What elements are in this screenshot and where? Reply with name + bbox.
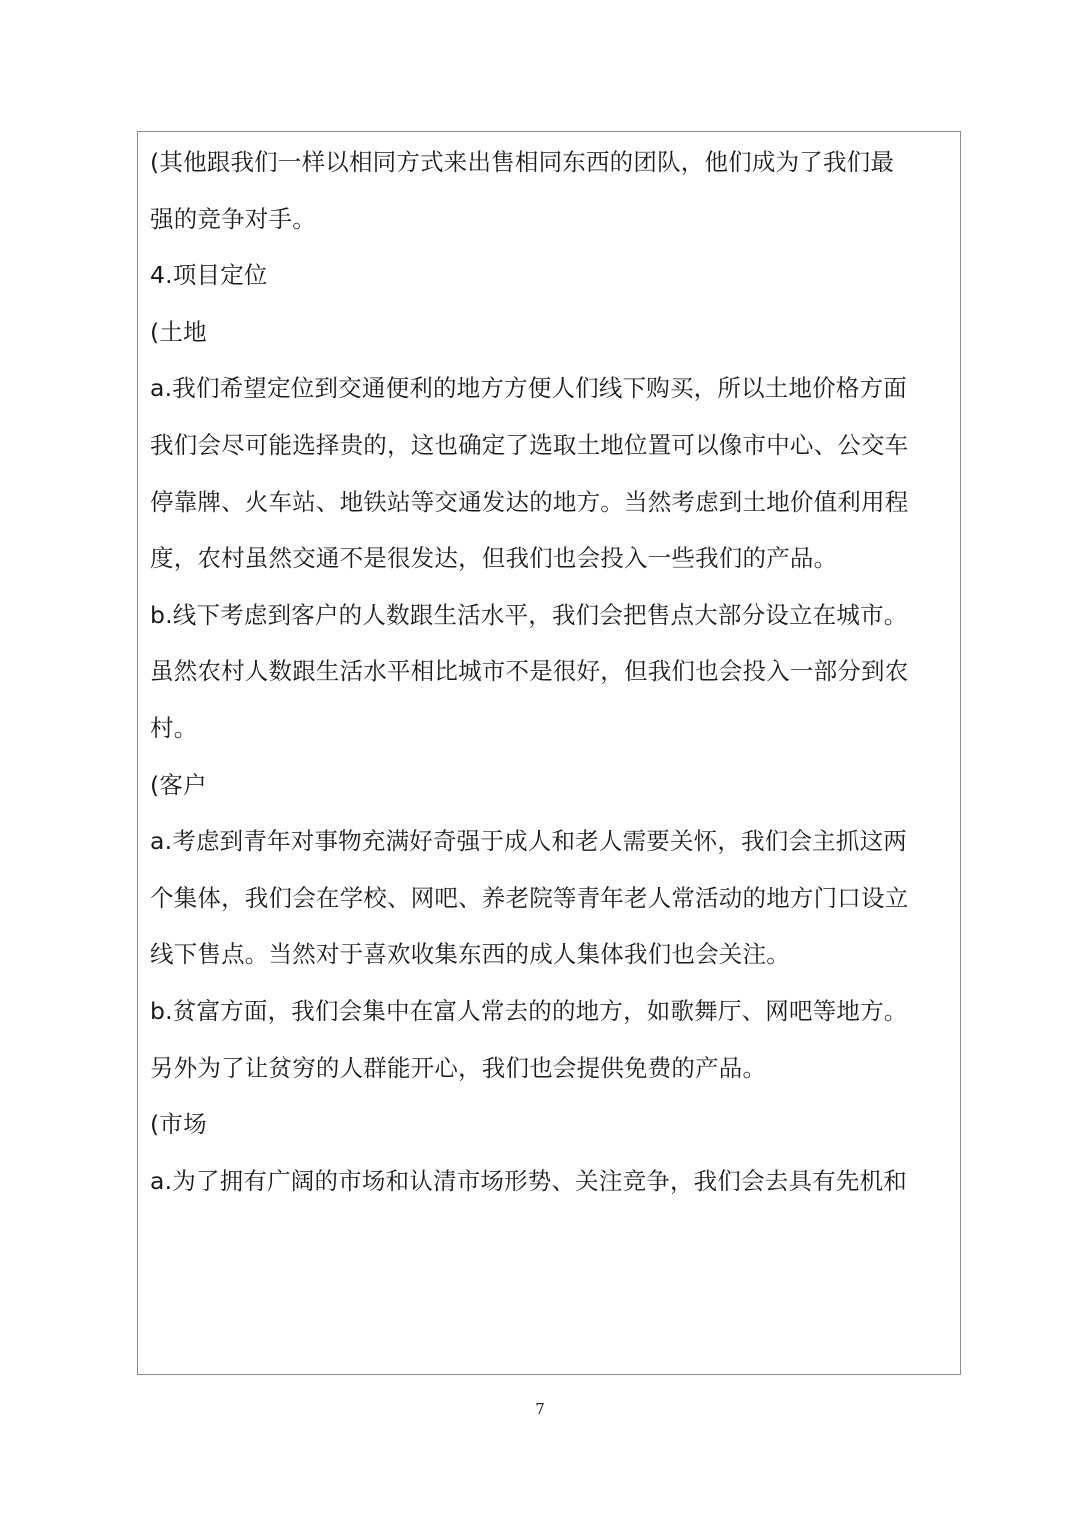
text-line: 村。 (150, 713, 198, 742)
text-line: 度，农村虽然交通不是很发达，但我们也会投入一些我们的产品。 (150, 544, 838, 573)
text-line: b.线下考虑到客户的人数跟生活水平，我们会把售点大部分设立在城市。 (150, 600, 908, 629)
body-text (150, 146, 955, 1221)
text-line: 另外为了让贫穷的人群能开心，我们也会提供免费的产品。 (150, 1053, 767, 1082)
page-number: 7 (535, 1400, 545, 1418)
text-line: 线下售点。当然对于喜欢收集东西的成人集体我们也会关注。 (150, 940, 790, 969)
text-line: 停靠牌、火车站、地铁站等交通发达的地方。当然考虑到土地价值利用程 (150, 487, 909, 516)
text-line: 强的竞争对手。 (150, 204, 316, 233)
text-line: 我们会尽可能选择贵的，这也确定了选取土地位置可以像市中心、公交车 (150, 430, 909, 459)
text-line: b.贫富方面，我们会集中在富人常去的的地方，如歌舞厅、网吧等地方。 (150, 996, 908, 1025)
text-line: 个集体，我们会在学校、网吧、养老院等青年老人常活动的地方门口设立 (150, 883, 909, 912)
subsection-heading: (市场 (150, 1110, 207, 1139)
text-line: a.我们希望定位到交通便利的地方方便人们线下购买，所以土地价格方面 (150, 374, 907, 403)
text-line: (其他跟我们一样以相同方式来出售相同东西的团队，他们成为了我们最 (150, 148, 895, 176)
subsection-heading: (客户 (150, 770, 207, 799)
text-line: a.考虑到青年对事物充满好奇强于成人和老人需要关怀，我们会主抓这两 (150, 827, 907, 856)
subsection-heading: (土地 (150, 317, 207, 346)
text-line: 虽然农村人数跟生活水平相比城市不是很好，但我们也会投入一部分到农 (150, 657, 909, 686)
text-line: a.为了拥有广阔的市场和认清市场形势、关注竞争，我们会去具有先机和 (150, 1166, 907, 1195)
section-heading: 4.项目定位 (150, 261, 268, 290)
content-frame (137, 131, 961, 1375)
